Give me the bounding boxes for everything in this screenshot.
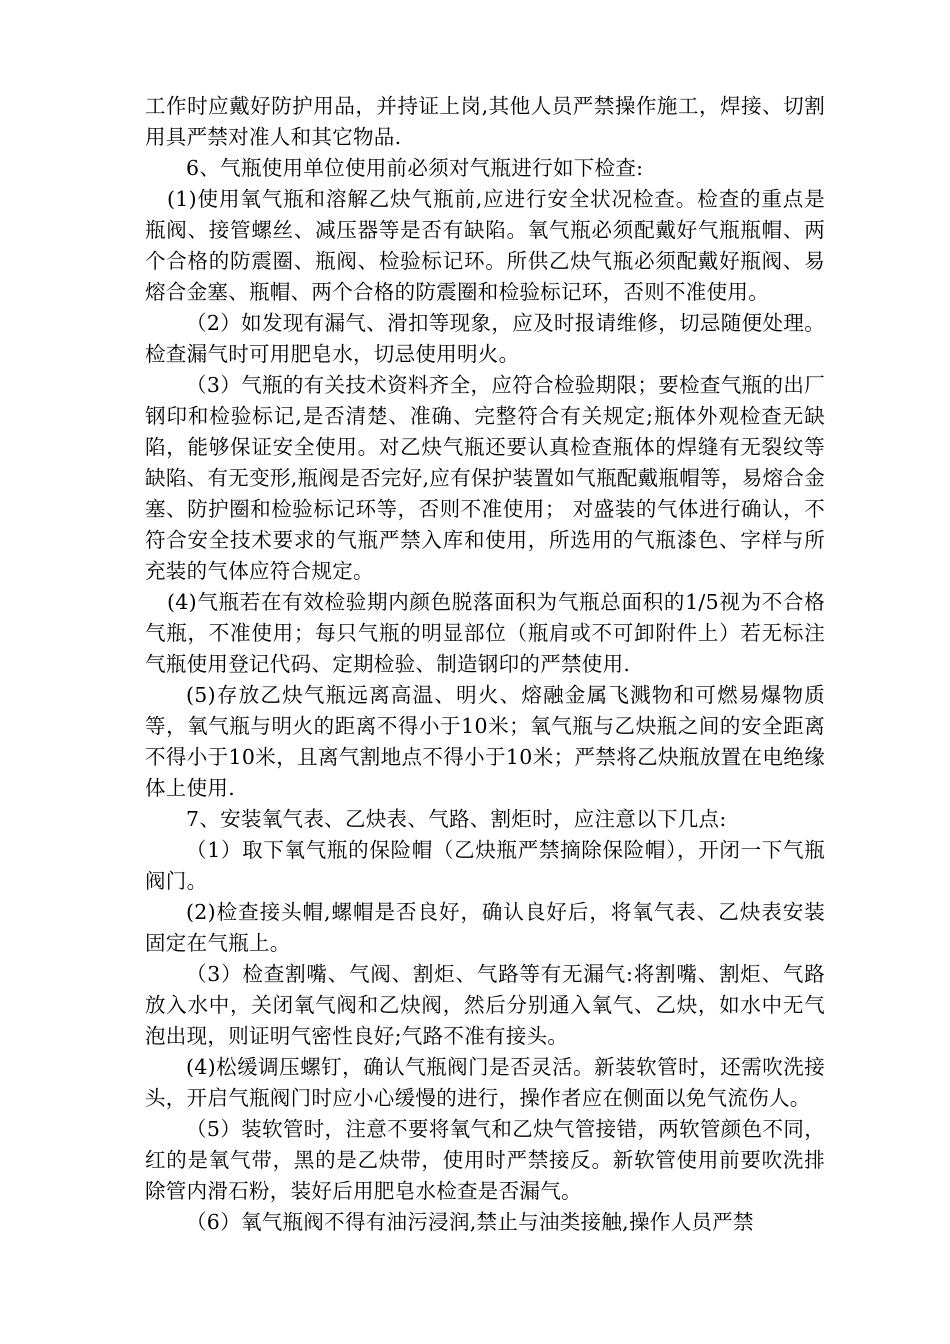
paragraph-installation-4: (4)松缓调压螺钉，确认气瓶阀门是否灵活。新装软管时，还需吹洗接头，开启气瓶阀门时应小心缓慢的进行，操作者应在侧面以免气流伤人。 — [145, 1055, 825, 1110]
paragraph-inspection-3: （3）气瓶的有关技术资料齐全，应符合检验期限；要检查气瓶的出厂钢印和检验标记,是否清楚、准确、完整符合有关规定;瓶体外观检查无缺陷，能够保证安全使用。对乙炔气瓶还要认真检查瓶体的焊缝有无裂纹等缺陷、有无变形,瓶阀是否完好,应有保护装置如气瓶配戴瓶帽等，易熔合金塞、防护圈和检验标记环等，否则不准使用； 对盛装的气体进行确认，不符合安全技术要求的气瓶严禁入库和使用，所选用的气瓶漆色、字样与所充装的气体应符合规定。 — [145, 373, 825, 583]
heading-cylinder-inspection: 6、气瓶使用单位使用前必须对气瓶进行如下检查: — [186, 156, 644, 180]
paragraph-inspection-4: (4)气瓶若在有效检验期内颜色脱落面积为气瓶总面积的1/5视为不合格气瓶，不准使用；每只气瓶的明显部位（瓶肩或不可卸附件上）若无标注气瓶使用登记代码、定期检验、制造钢印的严禁使用. — [145, 590, 825, 676]
paragraph-inspection-5: (5)存放乙炔气瓶远离高温、明火、熔融金属飞溅物和可燃易爆物质等，氧气瓶与明火的距离不得小于10米；氧气瓶与乙炔瓶之间的安全距离不得小于10米，且离气割地点不得小于10米；严禁将乙炔瓶放置在电绝缘体上使用. — [145, 683, 825, 800]
document-body — [145, 91, 825, 1238]
paragraph-inspection-2: （2）如发现有漏气、滑扣等现象，应及时报请维修，切忌随便处理。检查漏气时可用肥皂水，切忌使用明火。 — [145, 311, 825, 366]
paragraph-installation-1: （1）取下氧气瓶的保险帽（乙炔瓶严禁摘除保险帽），开闭一下气瓶阀门。 — [145, 838, 825, 893]
paragraph-installation-2: (2)检查接头帽,螺帽是否良好，确认良好后，将氧气表、乙炔表安装固定在气瓶上。 — [145, 900, 825, 955]
paragraph-installation-3: （3）检查割嘴、气阀、割炬、气路等有无漏气:将割嘴、割炬、气路放入水中，关闭氧气阀和乙炔阀，然后分别通入氧气、乙炔，如水中无气泡出现，则证明气密性良好;气路不准有接头。 — [145, 962, 825, 1048]
paragraph-installation-5: （5）装软管时，注意不要将氧气和乙炔气管接错，两软管颜色不同，红的是氧气带，黑的是乙炔带，使用时严禁接反。新软管使用前要吹洗排除管内滑石粉，装好后用肥皂水检查是否漏气。 — [145, 1117, 825, 1203]
heading-installation: 7、安装氧气表、乙炔表、气路、割炬时，应注意以下几点: — [186, 807, 727, 831]
paragraph-inspection-1: (1)使用氧气瓶和溶解乙炔气瓶前,应进行安全状况检查。检查的重点是瓶阀、接管螺丝、减压器等是否有缺陷。氧气瓶必须配戴好气瓶瓶帽、两个合格的防震圈、瓶阀、检验标记环。所供乙炔气瓶必须配戴好瓶阀、易熔合金塞、瓶帽、两个合格的防震圈和检验标记环，否则不准使用。 — [145, 187, 825, 304]
paragraph-installation-6: （6）氧气瓶阀不得有油污浸润,禁止与油类接触,操作人员严禁 — [186, 1210, 754, 1234]
paragraph-protective-gear: 工作时应戴好防护用品，并持证上岗,其他人员严禁操作施工，焊接、切割用具严禁对准人和其它物品. — [145, 94, 825, 149]
